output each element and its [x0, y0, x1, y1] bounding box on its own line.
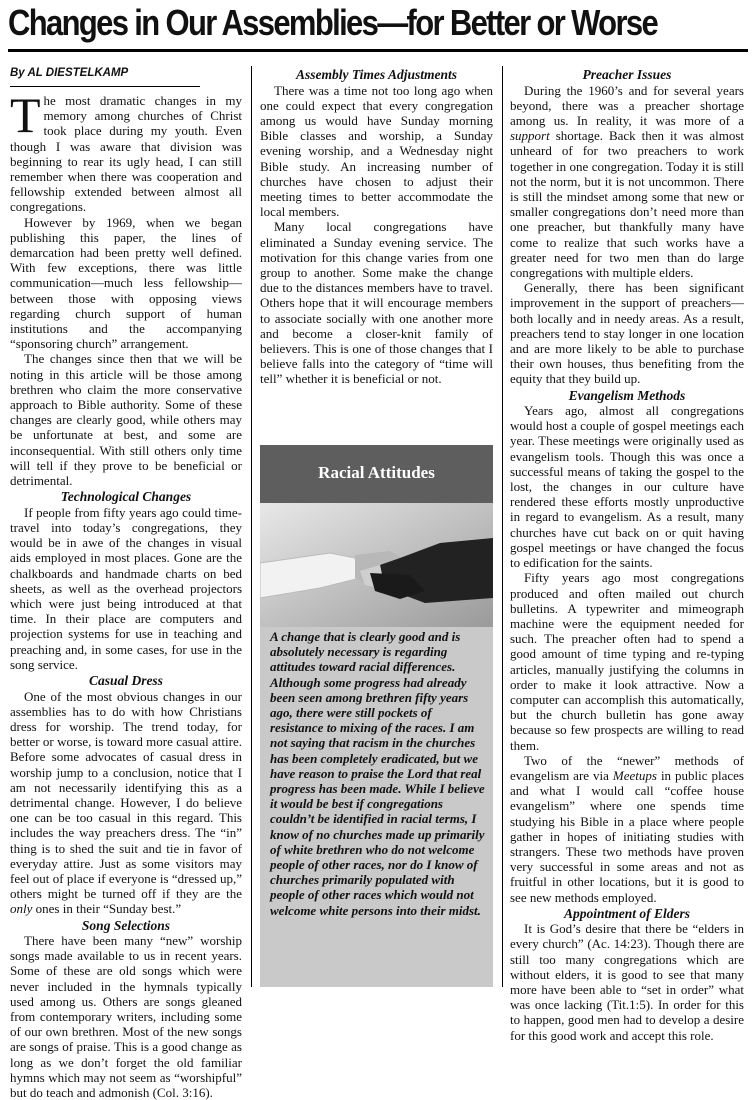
sidebar-title: Racial Attitudes [318, 463, 435, 482]
heading-evangelism-methods: Evangelism Methods [568, 387, 686, 403]
heading-appointment-of-elders: Appointment of Elders [563, 905, 690, 921]
heading-assembly-times: Assembly Times Adjustments [295, 67, 457, 82]
sidebar-text: A change that is clearly good and is absolutely necessary is regarding attitudes toward racial differences. Although some progress had already been seen among brethren fifty years ago, there were still pockets of resistance to mixing of the races. I am not saying that racism in the churches has been completely eradicated, but we have reason to praise the Lord that real progress has been made. While I believe it would be best if congregations couldn’t be identified in racial terms, I know of no churches made up primarily of white brethren who do not welcome people of other races, nor do I know of churches primarily populated with people of other races which would not welcome white persons into their midst. [270, 629, 485, 918]
column-1 [10, 66, 242, 1100]
heading-song-selections: Song Selections [81, 917, 171, 933]
column-divider-1 [251, 66, 252, 987]
heading-technological-changes: Technological Changes [60, 489, 192, 505]
paragraph-2: However by 1969, when we began publishing this paper, the lines of demarcation had been pretty well defined. With few exceptions, there was little communication—much less fellowship—between those with opposing views regarding church support of human institutions and the accompanying “sponsoring church” arrangement. [10, 214, 242, 352]
drop-cap: T [10, 87, 41, 143]
paragraph-3: The changes since then that we will be noting in this article will be those among brethren who claim the more conservative approach to Bible authority. Some of these changes are clearly good, while others may be unfortunate at best, and some are inconsequential. With still others only time will tell if they prove to be beneficial or detrimental. [10, 351, 242, 489]
paragraph-evang-1: Years ago, almost all congregations would host a couple of gospel meetings each year. These meetings were originally used as evangelism tools. Though this was once a successful means of taking the gospel to the lost, the changes in our culture have rendered these efforts mostly unproductive in regard to evangelism. As a result, many churches have cut back on or quit having gospel meetings or have changed the focus to edification for the saints. [510, 403, 744, 571]
byline: By AL DIESTELKAMP [10, 66, 200, 87]
sidebar-header [260, 445, 493, 503]
paragraph-times-2: Many local congregations have eliminated a Sunday evening service. The motivation for this change varies from one group to another. Some make the change due to the distances members have to travel. Others hope that it will encourage members to associate socially with one another more and become a closer-knit family of believers. This is one of those changes that I believe falls into the category of “time will tell” whether it is beneficial or not. [260, 219, 493, 387]
sidebar-racial-attitudes [260, 445, 493, 987]
paragraph-preacher-2: Generally, there has been significant improvement in the support of preachers—both locally and in needy areas. As a result, preachers tend to stay longer in one location and are more likely to be able to purchase their own houses, thus benefiting from the equity that they build up. [510, 280, 744, 387]
paragraph-evang-3: Two of the “newer” methods of evangelism are via Meetups in public places and what I would call “coffee house evangelism” where one spends time studying his Bible in a place where people gather in hopes of initiating studies with strangers. These two methods have proven very successful in some areas and not as fruitful in other locations, but it is good to see new methods employed. [510, 752, 744, 905]
paragraph-evang-2: Fifty years ago most congregations produced and often mailed out church bulletins. A typewriter and mimeograph machine were the equipment needed for such. The preacher often had to spend a good amount of time typing and re-typing articles, manually justifying the columns in order to make it look attractive. Now a computer can accomplish this automatically, but the church bulletin has gone away because so few prospects are willing to read them. [510, 570, 744, 753]
paragraph-song: There have been many “new” worship songs made available to us in recent years. Some of these are old songs which were never included in the hymnals typically used among us. Others are songs gleaned from contemporary writers, including some of our own brethren. Most of the new songs are songs of praise. This is a good change as long as we don’t forget the old familiar hymns which may not seem as “worshipful” but do teach and admonish (Col. 3:16). [10, 933, 242, 1100]
title-rule [8, 49, 748, 52]
heading-casual-dress: Casual Dress [89, 673, 163, 689]
column-divider-2 [502, 66, 503, 987]
handshake-photo-icon [260, 503, 493, 627]
paragraph-preacher-1: During the 1960’s and for several years beyond, there was a preacher shortage among us. In reality, it was more of a support shortage. Back then it was almost unheard of for two preachers to work together in one congregation. Today it is still not the norm, but it is not uncommon. There is still the mindset among some that new or smaller congregations don’t need more than one preacher, but thankfully many have come to realize that such works have a greater need for two men than do large congregations with multiple elders. [510, 82, 744, 280]
heading-preacher-issues: Preacher Issues [582, 67, 672, 82]
column-2 [260, 66, 493, 387]
paragraph-times-1: There was a time not too long ago when one could expect that every congregation among us would have Sunday morning Bible classes and worship, a Sunday evening worship, and a Wednesday night Bible study. An increasing number of churches have chosen to adjust their meeting times to better accommodate the local members. [260, 82, 493, 220]
column-3 [510, 66, 744, 1043]
paragraph-tech: If people from fifty years ago could time-travel into today’s congregations, they would be in awe of the changes in visual aids employed in most places. Gone are the chalkboards and handmade charts on bed sheets, as well as the overhead projectors which were just being introduced at that time. In their place are computers and projection systems for use in teaching and preaching and, in some cases, for use in the song service. [10, 504, 242, 672]
article-title: Changes in Our Assemblies—for Better or Worse [8, 2, 658, 43]
paragraph-elders: It is God’s desire that there be “elders in every church” (Ac. 14:23). Though there are still too many congregations which are without elders, it is good to see that many more have been able to “set in order” what was once lacking (Tit.1:5). In order for this to happen, good men had to develop a desire for this good work and accept this role. [510, 921, 744, 1043]
paragraph-dress: One of the most obvious changes in our assemblies has to do with how Christians dress for worship. The trend today, for better or worse, is toward more casual attire. Before some advocates of casual dress in worship jump to a conclusion, notice that I am not necessarily identifying this as a detrimental change. However, I do believe one can be too casual in this regard. This includes the way preachers dress. The “in” thing is to shed the suit and tie in favor of everyday attire. Just as some visitors may feel out of place if everyone is “dressed up,” others might be turned off if they are the only ones in their “Sunday best.” [10, 688, 242, 917]
intro-paragraph: The most dramatic changes in my memory among churches of Christ took place during my youth. Even though I was aware that division was beginning to rear its ugly head, I can still remember when there was cooperation and fellowship extended between almost all congregations. [10, 87, 242, 215]
